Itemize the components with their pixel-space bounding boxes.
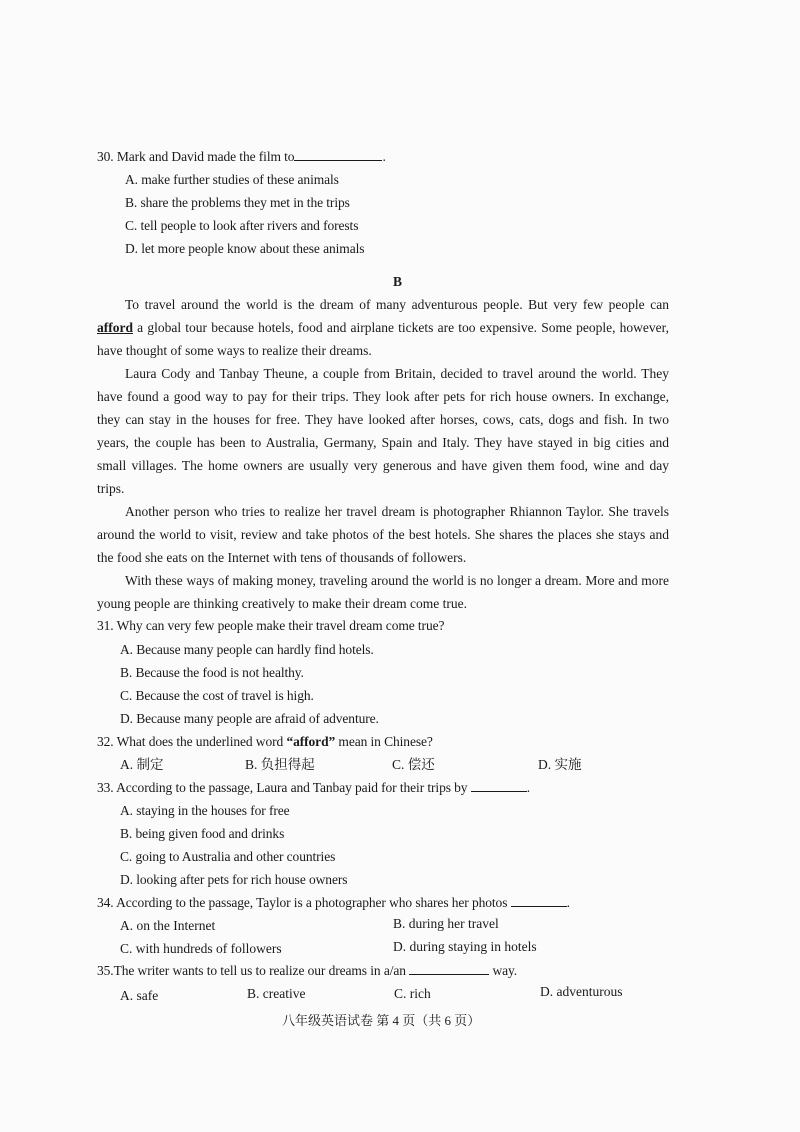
p3-text: Another person who tries to realize her travel dream is photographer Rhiannon Taylor. She travels around the world to visit, review and take photos of the best hotels. She shares the places she stays and the food she eats on the Internet with tens of thousands of followers.: [97, 504, 669, 565]
p4-text: With these ways of making money, traveling around the world is no longer a dream. More and more young people are thinking creatively to make their dream come true.: [97, 573, 669, 611]
q31-option-b: B. Because the food is not healthy.: [120, 665, 304, 680]
q32-option-a: A. 制定: [120, 757, 164, 772]
q34-option-c: C. with hundreds of followers: [120, 941, 282, 956]
q30-option-b: B. share the problems they met in the trips: [125, 195, 350, 210]
p2-text: Laura Cody and Tanbay Theune, a couple from Britain, decided to travel around the world. They have found a good way to pay for their trips. They look after pets for rich house owners. In exchange, they can stay in the houses for free. They have looked after horses, cows, cats, dogs and fish. In two years, the couple has been to Australia, Germany, Spain and Italy. They have stayed in big cities and small villages. The home owners are usually very generous and have given them food, wine and day trips.: [97, 366, 669, 496]
q35-stem-a: 35.The writer wants to tell us to realize our dreams in a/an: [97, 963, 406, 978]
q31-option-c: C. Because the cost of travel is high.: [120, 688, 314, 703]
answer-blank: [294, 148, 382, 161]
q35-stem: [97, 962, 517, 980]
q31-option-a: A. Because many people can hardly find hotels.: [120, 642, 374, 657]
q30-stem: [97, 148, 386, 166]
q33-option-a: A. staying in the houses for free: [120, 803, 290, 818]
passage-paragraph-3: [97, 500, 669, 569]
q33-option-d: D. looking after pets for rich house owners: [120, 872, 348, 887]
q30-stem-end: .: [382, 149, 386, 164]
passage-paragraph-2: [97, 362, 669, 500]
passage-paragraph-4: [97, 569, 669, 615]
q32-option-d: D. 实施: [538, 757, 582, 772]
section-heading: B: [393, 274, 403, 289]
q35-option-b: B. creative: [247, 986, 306, 1001]
q33-stem-text: 33. According to the passage, Laura and Tanbay paid for their trips by: [97, 780, 468, 795]
q32-stem-b: mean in Chinese?: [335, 734, 433, 749]
q33-stem: [97, 779, 530, 797]
q30-stem-text: 30. Mark and David made the film to: [97, 149, 295, 164]
q32-quoted-word: “afford”: [286, 734, 336, 749]
q35-option-c: C. rich: [394, 986, 431, 1001]
passage-paragraph-1: [97, 293, 669, 362]
answer-blank: [409, 962, 489, 975]
page-footer: 八年级英语试卷 第 4 页（共 6 页）: [282, 1013, 481, 1028]
q30-option-c: C. tell people to look after rivers and forests: [125, 218, 359, 233]
q35-option-d: D. adventurous: [540, 984, 623, 999]
q34-stem: [97, 894, 570, 912]
p1-text-b: a global tour because hotels, food and airplane tickets are too expensive. Some people, however, have thought of some ways to realize their dreams.: [97, 320, 669, 358]
q33-option-c: C. going to Australia and other countries: [120, 849, 336, 864]
q35-option-a: A. safe: [120, 988, 159, 1003]
q30-option-a: A. make further studies of these animals: [125, 172, 339, 187]
q32-stem: [97, 733, 433, 751]
q33-stem-end: .: [526, 780, 531, 795]
answer-blank: [471, 779, 527, 792]
q30-option-d: D. let more people know about these animals: [125, 241, 365, 256]
q35-stem-b: way.: [492, 963, 518, 978]
answer-blank: [511, 894, 567, 907]
q32-stem-a: 32. What does the underlined word: [97, 734, 287, 749]
q34-option-d: D. during staying in hotels: [393, 939, 537, 954]
q34-option-a: A. on the Internet: [120, 918, 216, 933]
underlined-word: afford: [97, 320, 133, 335]
q34-stem-text: 34. According to the passage, Taylor is a photographer who shares her photos: [97, 895, 508, 910]
q32-option-b: B. 负担得起: [245, 757, 315, 772]
q31-stem: 31. Why can very few people make their travel dream come true?: [97, 618, 445, 633]
q32-option-c: C. 偿还: [392, 757, 435, 772]
q34-stem-end: .: [566, 895, 570, 910]
q33-option-b: B. being given food and drinks: [120, 826, 285, 841]
q34-option-b: B. during her travel: [393, 916, 499, 931]
q31-option-d: D. Because many people are afraid of adventure.: [120, 711, 379, 726]
p1-text-a: To travel around the world is the dream of many adventurous people. But very few people can: [125, 297, 669, 312]
